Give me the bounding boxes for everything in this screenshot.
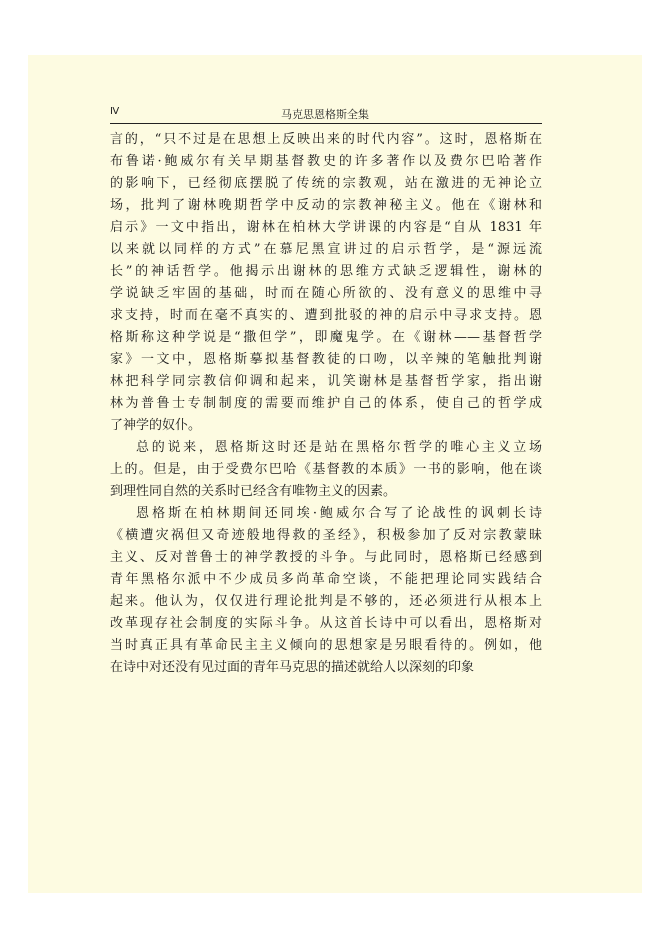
text-line: 长”的神话哲学。他揭示出谢林的思维方式缺乏逻辑性，谢林的: [110, 264, 542, 279]
text-line: 当时真正具有革命民主主义倾向的思想家是另眼看待的。例如，他: [110, 638, 542, 653]
text-line: 求支持，时而在毫不真实的、遭到批驳的神的启示中寻求支持。恩: [110, 308, 542, 323]
running-header: [110, 106, 540, 122]
body-text: [110, 129, 542, 679]
running-title: 马克思恩格斯全集: [281, 108, 369, 121]
page-number: Ⅳ: [110, 106, 120, 117]
text-line: 《横遭灾祸但又奇迹般地得救的圣经》，积极参加了反对宗教蒙昧: [110, 528, 542, 543]
text-line: 在诗中对还没有见过面的青年马克思的描述就给人以深刻的印象: [110, 660, 475, 675]
text-line: 学说缺乏牢固的基础，时而在随心所欲的、没有意义的思维中寻: [110, 286, 542, 301]
paragraph: [110, 437, 542, 503]
text-line: 的影响下，已经彻底摆脱了传统的宗教观，站在激进的无神论立: [110, 176, 542, 191]
text-line: 场，批判了谢林晚期哲学中反动的宗教神秘主义。他在《谢林和: [110, 198, 542, 213]
text-line: 言的，“只不过是在思想上反映出来的时代内容”。这时，恩格斯在: [110, 132, 542, 147]
text-line: 主义、反对普鲁士的神学教授的斗争。与此同时，恩格斯已经感到: [110, 550, 542, 565]
text-line: 以来就以同样的方式”在慕尼黑宣讲过的启示哲学，是“源远流: [110, 242, 542, 257]
paragraph: [110, 129, 542, 437]
text-line: 总的说来，恩格斯这时还是站在黑格尔哲学的唯心主义立场: [136, 440, 542, 455]
text-line: 到理性同自然的关系时已经含有唯物主义的因素。: [110, 484, 397, 499]
text-line: 恩格斯在柏林期间还同埃·鲍威尔合写了论战性的讽刺长诗: [136, 506, 542, 521]
text-line: 启示》一文中指出，谢林在柏林大学讲课的内容是“自从 1831 年: [110, 220, 542, 235]
text-line: 林把科学同宗教信仰调和起来，讥笑谢林是基督哲学家，指出谢: [110, 374, 542, 389]
text-line: 上的。但是，由于受费尔巴哈《基督教的本质》一书的影响，他在谈: [110, 462, 542, 477]
paragraph: [110, 503, 542, 679]
text-line: 起来。他认为，仅仅进行理论批判是不够的，还必须进行从根本上: [110, 594, 542, 609]
text-line: 青年黑格尔派中不少成员多尚革命空谈，不能把理论同实践结合: [110, 572, 542, 587]
text-line: 布鲁诺·鲍威尔有关早期基督教史的许多著作以及费尔巴哈著作: [110, 154, 542, 169]
text-line: 家》一文中，恩格斯摹拟基督教徒的口吻，以辛辣的笔触批判谢: [110, 352, 542, 367]
text-line: 林为普鲁士专制制度的需要而维护自己的体系，使自己的哲学成: [110, 396, 542, 411]
text-line: 格斯称这种学说是“撒但学”，即魔鬼学。在《谢林——基督哲学: [110, 330, 542, 345]
header-rule: [110, 123, 542, 124]
text-line: 了神学的奴仆。: [110, 418, 202, 433]
text-line: 改革现存社会制度的实际斗争。从这首长诗中可以看出，恩格斯对: [110, 616, 542, 631]
